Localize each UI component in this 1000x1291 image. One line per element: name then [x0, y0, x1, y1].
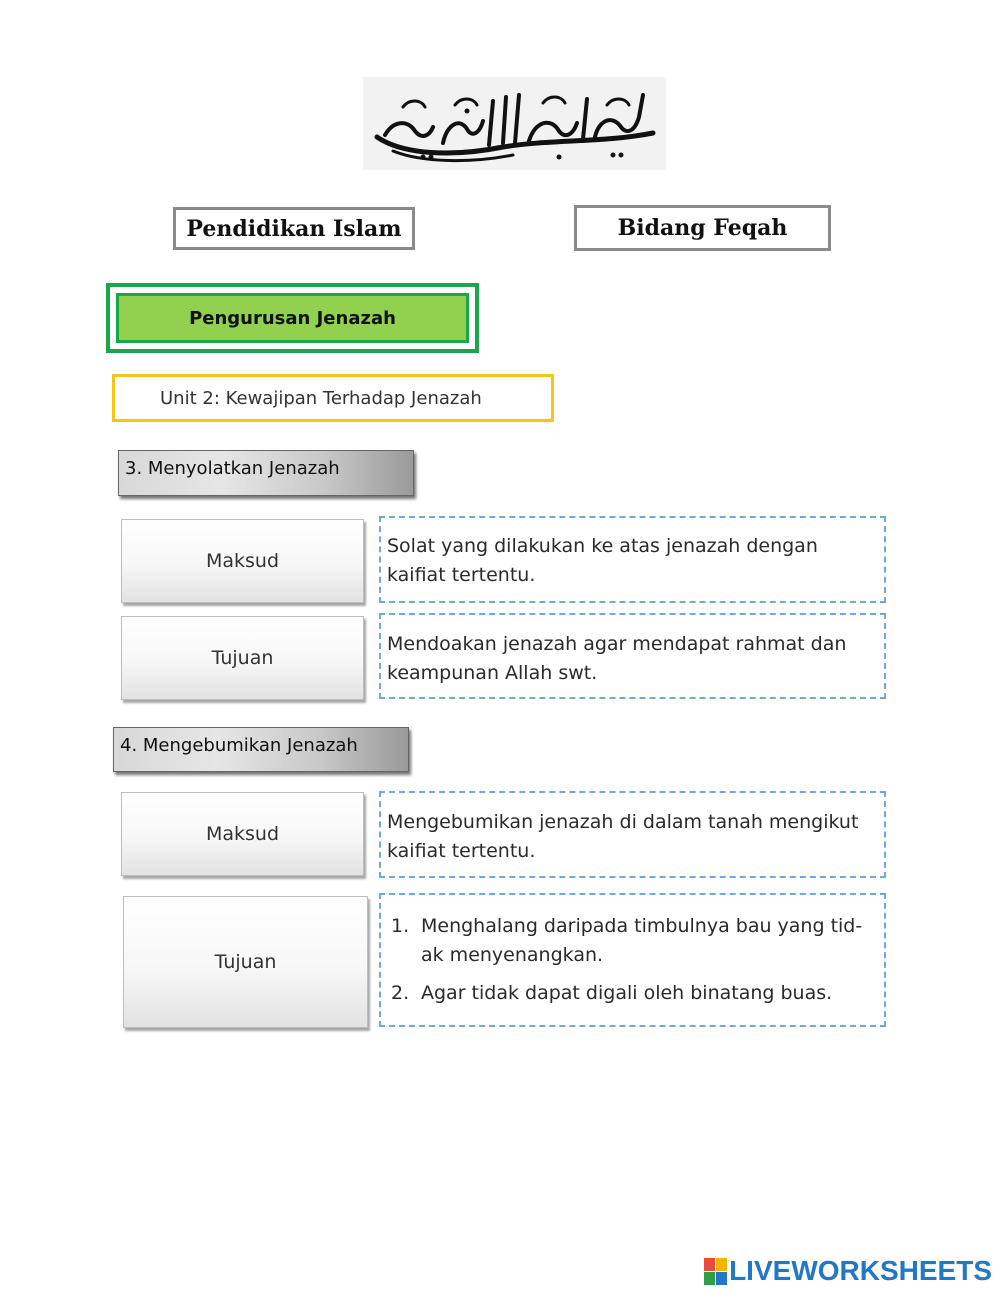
- section-heading-mengebumikan: 4. Mengebumikan Jenazah: [113, 727, 409, 772]
- maksud-label: Maksud: [121, 792, 364, 876]
- brand-text: LIVEWORKSHEETS: [729, 1255, 992, 1286]
- tujuan-label: Tujuan: [121, 616, 364, 700]
- topic-banner: [106, 283, 479, 353]
- tujuan-label: Tujuan: [123, 896, 368, 1028]
- maksud-definition: Solat yang dilakukan ke atas jenazah dengan kaifiat tertentu.: [379, 516, 886, 603]
- list-item: [387, 912, 870, 970]
- list-text: Menghalang daripada timbulnya bau yang tid-ak menyenangkan.: [421, 915, 863, 966]
- maksud-label: Maksud: [121, 519, 364, 603]
- subject-title: Pendidikan Islam: [173, 207, 415, 250]
- tujuan-definition-list: [379, 893, 886, 1027]
- liveworksheets-brand[interactable]: [704, 1256, 992, 1286]
- list-item: [387, 979, 870, 1008]
- maksud-definition: Mengebumikan jenazah di dalam tanah mengikut kaifiat tertentu.: [379, 791, 886, 878]
- list-number: 1.: [391, 915, 410, 937]
- tujuan-list: [387, 912, 870, 1008]
- unit-title: Unit 2: Kewajipan Terhadap Jenazah: [112, 374, 554, 422]
- liveworksheets-logo-icon: [704, 1258, 727, 1285]
- tujuan-definition: Mendoakan jenazah agar mendapat rahmat dan keampunan Allah swt.: [379, 613, 886, 699]
- section-heading-menyolatkan: 3. Menyolatkan Jenazah: [118, 450, 414, 496]
- list-number: 2.: [391, 982, 410, 1004]
- basmalah-calligraphy: [363, 77, 666, 170]
- list-text: Agar tidak dapat digali oleh binatang buas.: [421, 982, 833, 1004]
- topic-title: Pengurusan Jenazah: [116, 293, 469, 343]
- field-title: Bidang Feqah: [574, 205, 831, 251]
